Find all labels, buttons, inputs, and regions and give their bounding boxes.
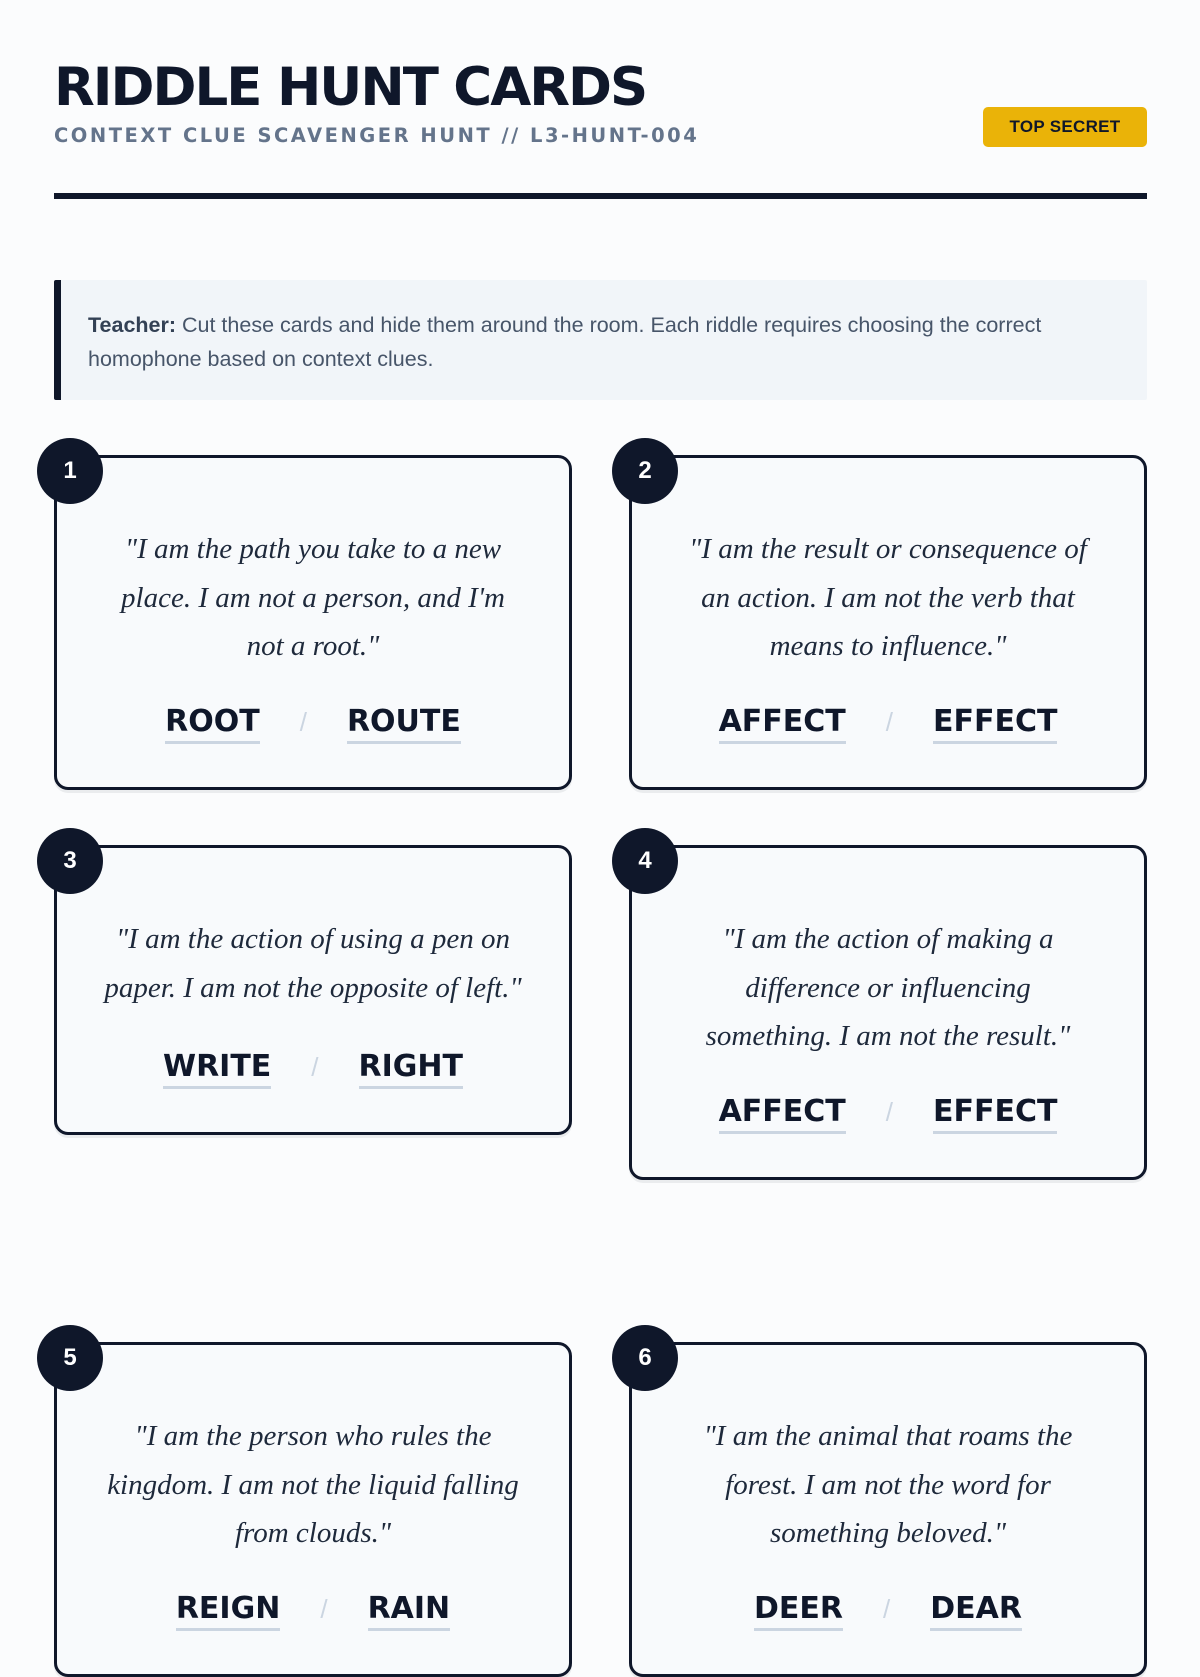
card-number-badge: 5 <box>37 1325 103 1391</box>
answer-choice[interactable]: AFFECT <box>719 704 846 744</box>
header <box>54 0 1147 200</box>
card-number-badge: 1 <box>37 438 103 504</box>
answer-choices <box>57 1591 569 1631</box>
answer-choice[interactable]: AFFECT <box>719 1094 846 1134</box>
page-title: RIDDLE HUNT CARDS <box>54 57 647 118</box>
riddle-text: "I am the action of making a difference or influencing something. I am not the result." <box>705 923 1071 1052</box>
riddle-card-4 <box>629 845 1147 1180</box>
teacher-note <box>54 280 1147 400</box>
choice-separator: / <box>299 707 307 737</box>
answer-choice[interactable]: ROOT <box>165 704 260 744</box>
riddle-card-2 <box>629 455 1147 790</box>
worksheet-page <box>54 0 1147 1626</box>
answer-choice[interactable]: WRITE <box>163 1049 271 1089</box>
choice-separator: / <box>883 1594 891 1624</box>
card-number-badge: 3 <box>37 828 103 894</box>
answer-choices <box>632 1094 1144 1134</box>
card-number-badge: 4 <box>612 828 678 894</box>
answer-choices <box>632 704 1144 744</box>
answer-choices <box>57 1049 569 1089</box>
top-secret-badge: TOP SECRET <box>983 107 1147 147</box>
choice-separator: / <box>885 707 893 737</box>
riddle-card-1 <box>54 455 572 790</box>
teacher-note-label: Teacher: <box>88 313 177 337</box>
teacher-note-text: Cut these cards and hide them around the room. Each riddle requires choosing the correct homophone based on context clues. <box>88 313 1042 371</box>
riddle-text: "I am the path you take to a new place. I am not a person, and I'm not a root." <box>121 533 505 662</box>
answer-choice[interactable]: REIGN <box>176 1591 281 1631</box>
answer-choice[interactable]: EFFECT <box>933 704 1057 744</box>
choice-separator: / <box>320 1594 328 1624</box>
header-divider <box>54 193 1147 199</box>
riddle-text: "I am the result or consequence of an action. I am not the verb that means to influence." <box>689 533 1087 662</box>
answer-choice[interactable]: DEAR <box>930 1591 1022 1631</box>
choice-separator: / <box>885 1097 893 1127</box>
riddle-text: "I am the animal that roams the forest. I am not the word for something beloved." <box>703 1420 1073 1549</box>
answer-choice[interactable]: RAIN <box>368 1591 451 1631</box>
page-subtitle: CONTEXT CLUE SCAVENGER HUNT // L3-HUNT-004 <box>54 124 700 147</box>
card-number-badge: 6 <box>612 1325 678 1391</box>
riddle-card-6 <box>629 1342 1147 1677</box>
answer-choice[interactable]: EFFECT <box>933 1094 1057 1134</box>
answer-choices <box>632 1591 1144 1631</box>
riddle-text: "I am the action of using a pen on paper. I am not the opposite of left." <box>104 923 522 1004</box>
riddle-card-3 <box>54 845 572 1135</box>
answer-choice[interactable]: ROUTE <box>347 704 461 744</box>
answer-choices <box>57 704 569 744</box>
answer-choice[interactable]: RIGHT <box>359 1049 463 1089</box>
choice-separator: / <box>311 1052 319 1082</box>
card-number-badge: 2 <box>612 438 678 504</box>
riddle-text: "I am the person who rules the kingdom. I am not the liquid falling from clouds." <box>107 1420 519 1549</box>
answer-choice[interactable]: DEER <box>754 1591 843 1631</box>
riddle-card-5 <box>54 1342 572 1677</box>
